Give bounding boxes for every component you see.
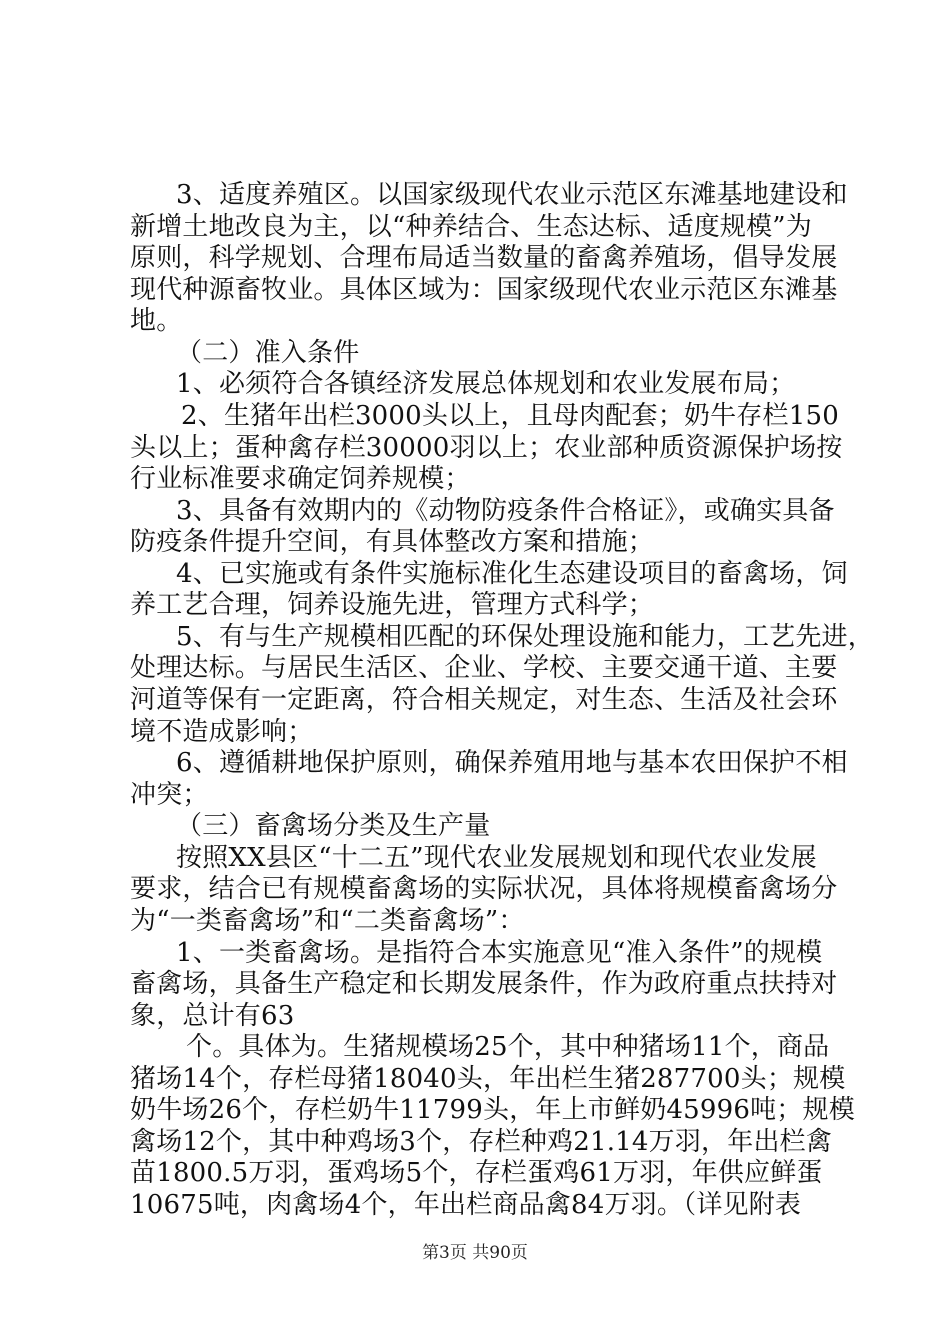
paragraph-line: 养工艺合理，饲养设施先进，管理方式科学； — [130, 590, 655, 620]
paragraph-line: 境不造成影响； — [130, 717, 314, 747]
paragraph-line: 猪场14个，存栏母猪18040头，年出栏生猪287700头；规模 — [130, 1064, 846, 1094]
paragraph-line: 苗1800.5万羽，蛋鸡场5个，存栏蛋鸡61万羽，年供应鲜蛋 — [130, 1158, 823, 1188]
paragraph-line: 2、生猪年出栏3000头以上，且母肉配套；奶牛存栏150 — [181, 401, 839, 431]
section-heading: （三）畜禽场分类及生产量 — [176, 811, 491, 841]
paragraph-line: 行业标准要求确定饲养规模； — [130, 464, 471, 494]
paragraph-line: 4、已实施或有条件实施标准化生态建设项目的畜禽场，饲 — [176, 559, 848, 589]
paragraph-line: 河道等保有一定距离，符合相关规定，对生态、生活及社会环 — [130, 685, 838, 715]
paragraph-line: 象，总计有63 — [130, 1001, 295, 1031]
paragraph-line: 禽场12个，其中种鸡场3个，存栏种鸡21.14万羽，年出栏禽 — [130, 1127, 833, 1157]
paragraph-line: 个。具体为。生猪规模场25个，其中种猪场11个，商品 — [186, 1032, 830, 1062]
paragraph-line: 处理达标。与居民生活区、企业、学校、主要交通干道、主要 — [130, 653, 838, 683]
page-footer — [0, 1242, 950, 1264]
paragraph-line: 6、遵循耕地保护原则，确保养殖用地与基本农田保护不相 — [176, 748, 848, 778]
paragraph-line: 冲突； — [130, 780, 209, 810]
section-heading: （二）准入条件 — [176, 338, 360, 368]
paragraph-line: 新增土地改良为主，以“种养结合、生态达标、适度规模”为 — [130, 212, 812, 242]
paragraph-line: 3、具备有效期内的《动物防疫条件合格证》，或确实具备 — [176, 496, 835, 526]
paragraph-line: 1、一类畜禽场。是指符合本实施意见“准入条件”的规模 — [176, 938, 823, 968]
paragraph-line: 现代种源畜牧业。具体区域为：国家级现代农业示范区东滩基 — [130, 275, 838, 305]
paragraph-line: 按照XX县区“十二五”现代农业发展规划和现代农业发展 — [176, 843, 817, 873]
paragraph-line: 防疫条件提升空间，有具体整改方案和措施； — [130, 527, 655, 557]
paragraph-line: 3、适度养殖区。以国家级现代农业示范区东滩基地建设和 — [176, 180, 848, 210]
paragraph-line: 原则，科学规划、合理布局适当数量的畜禽养殖场，倡导发展 — [130, 243, 838, 273]
paragraph-line: 为“一类畜禽场”和“二类畜禽场”： — [130, 906, 525, 936]
paragraph-line: 畜禽场，具备生产稳定和长期发展条件，作为政府重点扶持对 — [130, 969, 838, 999]
paragraph-line: 要求，结合已有规模畜禽场的实际状况，具体将规模畜禽场分 — [130, 874, 838, 904]
paragraph-line: 头以上；蛋种禽存栏30000羽以上；农业部种质资源保护场按 — [130, 433, 843, 463]
paragraph-line: 10675吨，肉禽场4个，年出栏商品禽84万羽。（详见附表 — [130, 1190, 802, 1220]
paragraph-line: 5、有与生产规模相匹配的环保处理设施和能力，工艺先进， — [176, 622, 874, 652]
paragraph-line: 1、必须符合各镇经济发展总体规划和农业发展布局； — [176, 369, 796, 399]
paragraph-line: 奶牛场26个，存栏奶牛11799头，年上市鲜奶45996吨；规模 — [130, 1095, 855, 1125]
page-number-label: 第3页 共90页 — [422, 1243, 528, 1263]
paragraph-line: 地。 — [130, 306, 183, 336]
